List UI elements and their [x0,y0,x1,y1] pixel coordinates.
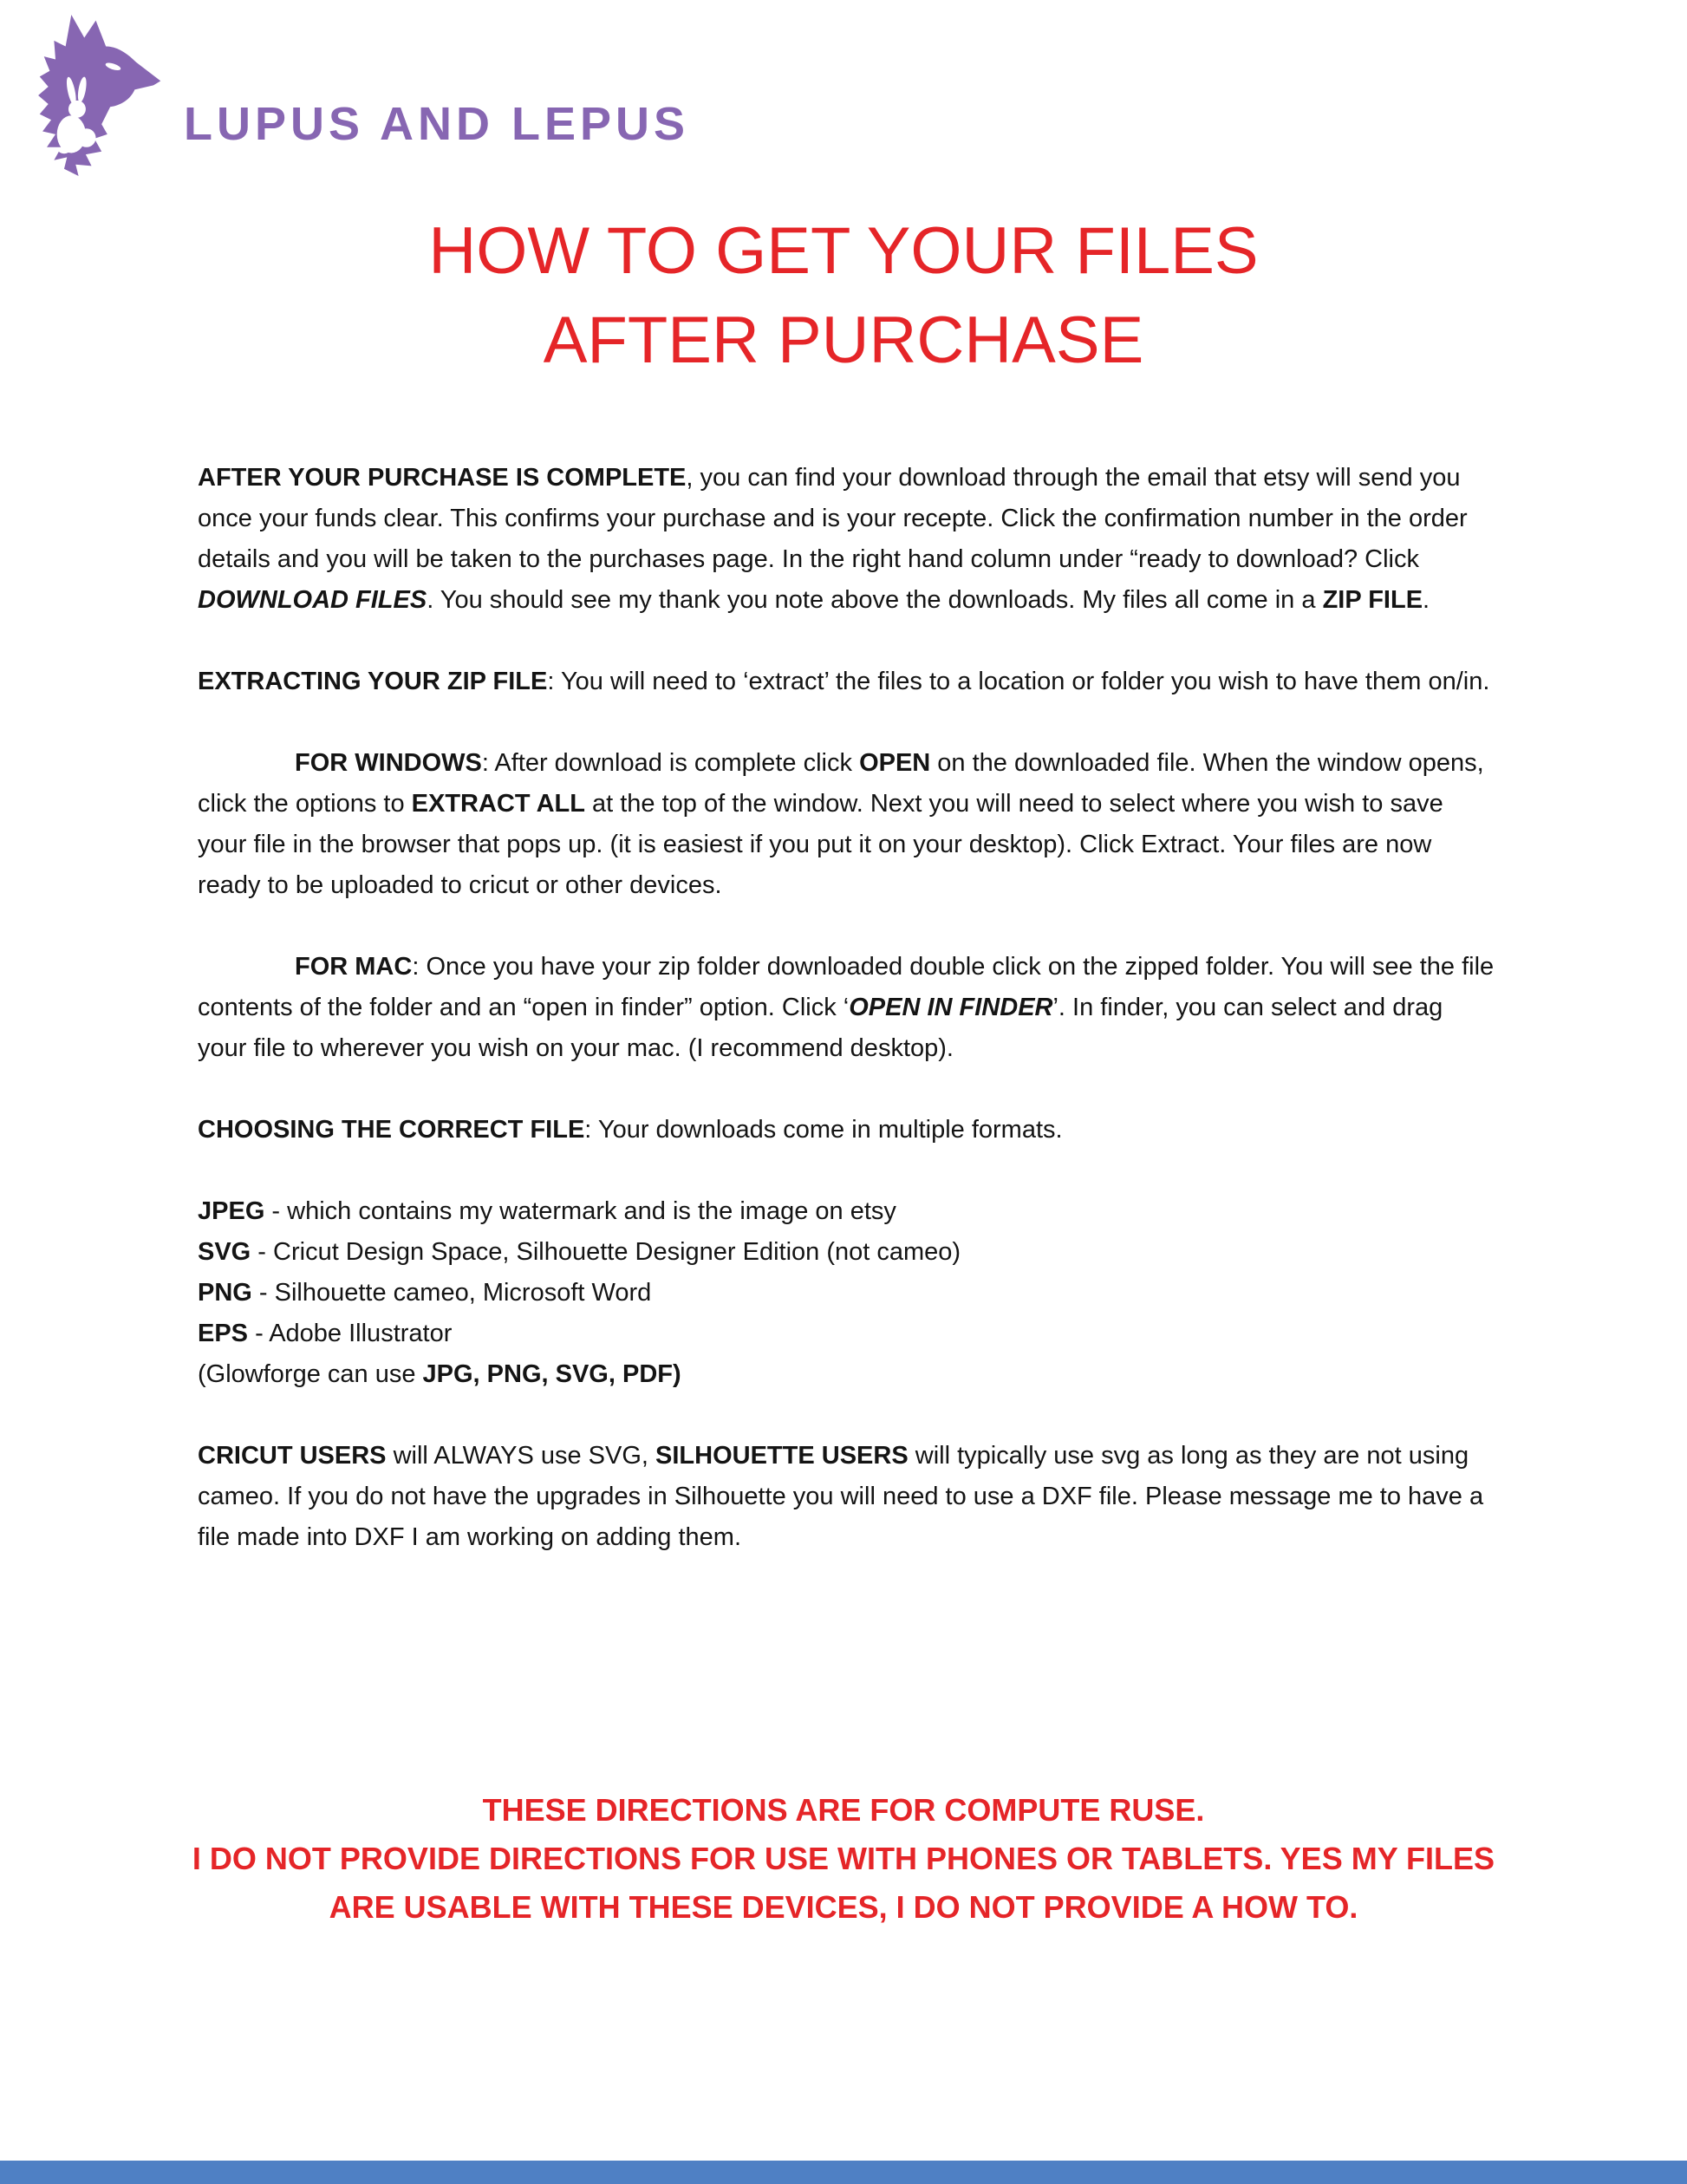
footer-color-bar [0,2161,1687,2184]
paragraph-extracting-zip: EXTRACTING YOUR ZIP FILE: You will need to ‘extract’ the files to a location or folder you wish to have them on/in. [198,668,1490,695]
notice-line3: ARE USABLE WITH THESE DEVICES, I DO NOT PROVIDE A HOW TO. [329,1889,1358,1925]
paragraph-after-purchase: AFTER YOUR PURCHASE IS COMPLETE, you can find your download through the email that etsy will send you once your funds clear. This confirms your purchase and is your recepte. Click the confirmation number in the order details and you will be taken to the purchases page. In the right hand column under “ready to download? Click DOWNLOAD FILES. You should see my thank you note above the downloads. My files all come in a ZIP FILE. [198,464,1468,614]
paragraph-cricut-users: CRICUT USERS will ALWAYS use SVG, SILHOUETTE USERS will typically use svg as long as they are not using cameo. If you do not have the upgrades in Silhouette you will need to use a DXF file. Please message me to have a file made into DXF I am working on adding them. [198,1442,1484,1551]
paragraph-for-windows: FOR WINDOWS: After download is complete click OPEN on the downloaded file. When the window opens, click the options to EXTRACT ALL at the top of the window. Next you will need to select where you wish to save your file in the browser that pops up. (it is easiest if you put it on your desktop). Click Extract. Your files are now ready to be uploaded to cricut or other devices. [198,749,1484,899]
notice-line2: I DO NOT PROVIDE DIRECTIONS FOR USE WITH PHONES OR TABLETS. YES MY FILES [192,1841,1495,1876]
page-title [0,206,1687,385]
format-item-svg: SVG - Cricut Design Space, Silhouette Designer Edition (not cameo) [198,1238,961,1266]
paragraph-choosing-file: CHOOSING THE CORRECT FILE: Your downloads come in multiple formats. [198,1116,1063,1144]
brand-logo [24,10,689,180]
wolf-rabbit-logo-icon [24,10,180,180]
format-item-jpeg: JPEG - which contains my watermark and is the image on etsy [198,1197,896,1225]
paragraph-for-mac: FOR MAC: Once you have your zip folder downloaded double click on the zipped folder. You will see the file contents of the folder and an “open in finder” option. Click ‘OPEN IN FINDER’. In finder, you can select and drag your file to wherever you wish on your mac. (I recommend desktop). [198,953,1495,1062]
format-item-png: PNG - Silhouette cameo, Microsoft Word [198,1279,652,1307]
page-title-line1: HOW TO GET YOUR FILES [428,214,1259,288]
format-item-glowforge: (Glowforge can use JPG, PNG, SVG, PDF) [198,1360,681,1388]
brand-name: LUPUS AND LEPUS [184,98,690,150]
computer-use-notice [0,1786,1687,1932]
page-title-line2: AFTER PURCHASE [543,303,1144,377]
notice-line1: THESE DIRECTIONS ARE FOR COMPUTE RUSE. [482,1792,1205,1828]
format-item-eps: EPS - Adobe Illustrator [198,1320,453,1347]
format-list [198,1191,1498,1395]
instructions-body [198,458,1498,1599]
